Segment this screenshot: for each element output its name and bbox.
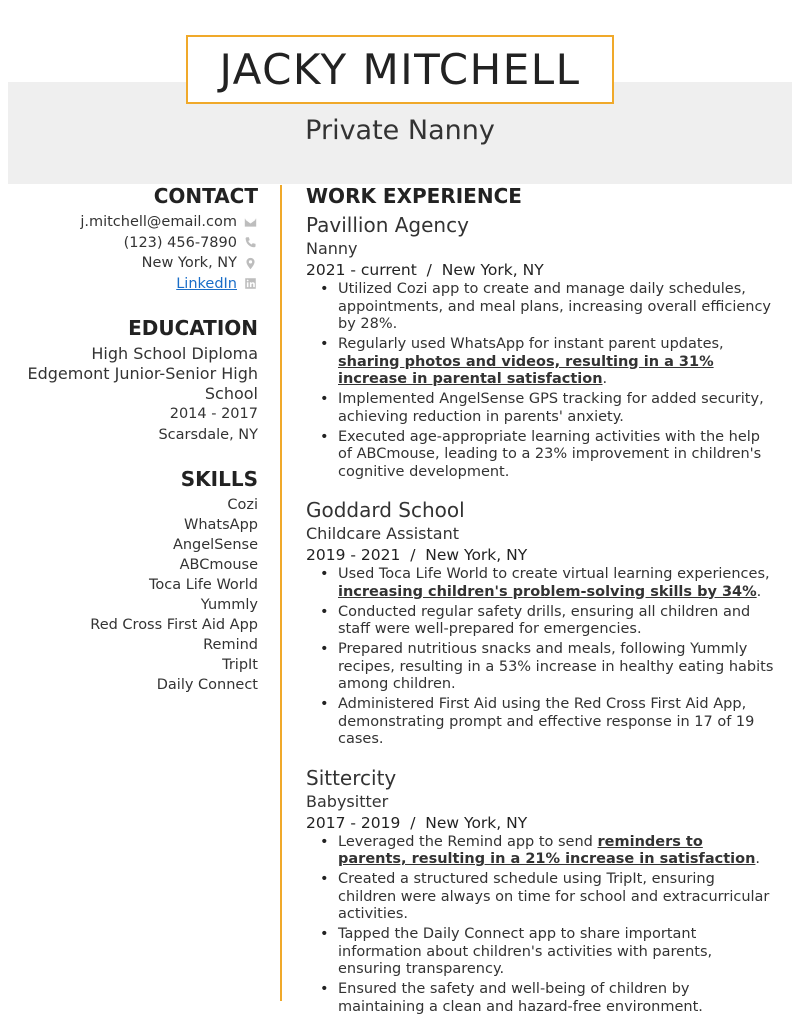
job-entry	[306, 212, 776, 481]
job-location: New York, NY	[425, 546, 528, 564]
left-column	[20, 184, 258, 695]
meta-separator: /	[426, 261, 432, 279]
achievement-item	[320, 336, 776, 389]
achievement-item	[320, 429, 776, 482]
skills-section	[20, 467, 258, 695]
skill-item: Daily Connect	[156, 677, 258, 693]
achievement-item	[320, 391, 776, 426]
achievement-highlight: sharing photos and videos, resulting in a 31% increase in parental satisfaction	[338, 353, 714, 387]
work-experience-heading: WORK EXPERIENCE	[306, 184, 522, 208]
candidate-name: JACKY MITCHELL	[219, 45, 581, 94]
contact-location	[20, 253, 258, 274]
achievement-text: Implemented AngelSense GPS tracking for added security, achieving reduction in parents' anxiety.	[338, 391, 764, 425]
email-text[interactable]: j.mitchell@email.com	[80, 214, 237, 230]
skill-item: Yummly	[200, 597, 258, 613]
job-location: New York, NY	[441, 261, 544, 279]
contact-section	[20, 184, 258, 294]
achievement-item	[320, 604, 776, 639]
envelope-icon	[243, 215, 258, 230]
achievement-item	[320, 281, 776, 334]
skill-item: Toca Life World	[148, 577, 258, 593]
job-entry	[306, 497, 776, 749]
achievement-item	[320, 926, 776, 979]
skill-item: AngelSense	[172, 537, 258, 553]
achievement-text: Ensured the safety and well-being of children by maintaining a clean and hazard-free environment.	[338, 981, 703, 1015]
achievement-highlight: increasing children's problem-solving skills by 34%	[338, 583, 757, 600]
job-dates: 2019 - 2021	[306, 546, 401, 564]
degree: High School Diploma	[91, 344, 258, 363]
achievement-text-end: .	[756, 583, 762, 600]
education-location: Scarsdale, NY	[158, 426, 258, 443]
company-name: Goddard School	[306, 498, 465, 522]
achievement-list	[320, 281, 776, 481]
skill-item: Red Cross First Aid App	[90, 617, 258, 633]
achievement-item	[320, 696, 776, 749]
meta-separator: /	[410, 546, 416, 564]
achievement-text-end: .	[755, 851, 761, 867]
contact-heading: CONTACT	[153, 184, 258, 208]
job-role: Babysitter	[306, 791, 389, 811]
job-dates: 2021 - current	[306, 261, 417, 279]
phone-text[interactable]: (123) 456-7890	[123, 234, 237, 251]
company-name: Sittercity	[306, 765, 397, 790]
contact-linkedin[interactable]	[20, 274, 258, 295]
right-column	[306, 184, 776, 1032]
school-name-line1: Edgemont Junior-Senior High	[27, 364, 258, 383]
job-role: Childcare Assistant	[306, 524, 460, 543]
achievement-text: Created a structured schedule using TripIt, ensuring children were always on time for school and extracurricular activities.	[338, 871, 770, 922]
education-years: 2014 - 2017	[169, 406, 258, 422]
map-pin-icon	[243, 256, 258, 271]
job-title: Private Nanny	[305, 115, 495, 146]
achievement-item	[320, 641, 776, 694]
school-name-line2: School	[204, 384, 258, 403]
linkedin-link[interactable]: LinkedIn	[176, 275, 237, 292]
achievement-text: Used Toca Life World to create virtual learning experiences,	[338, 566, 770, 582]
achievement-text: Executed age-appropriate learning activities with the help of ABCmouse, leading to a 23% improvement in children's cognitive development.	[338, 428, 762, 480]
achievement-item	[320, 834, 776, 869]
achievement-text: Leveraged the Remind app to send	[338, 833, 598, 850]
job-meta	[306, 812, 776, 834]
achievement-item	[320, 981, 776, 1016]
jobs-list	[306, 212, 776, 1016]
skills-list	[20, 495, 258, 695]
skill-item: ABCmouse	[179, 557, 258, 573]
contact-email[interactable]	[20, 212, 258, 233]
achievement-text: Utilized Cozi app to create and manage daily schedules, appointments, and meal plans, increasing overall efficiency by 28%.	[338, 281, 772, 332]
achievement-item	[320, 566, 776, 601]
achievement-text: Administered First Aid using the Red Cross First Aid App, demonstrating prompt and effective response in 17 of 19 cases.	[338, 696, 755, 747]
education-section	[20, 316, 258, 445]
job-entry	[306, 765, 776, 1017]
job-role: Nanny	[306, 239, 358, 258]
column-divider	[280, 185, 282, 1001]
achievement-text: Conducted regular safety drills, ensuring all children and staff were well-prepared for emergencies.	[338, 603, 751, 637]
phone-icon	[243, 235, 258, 250]
education-heading: EDUCATION	[128, 316, 258, 340]
job-dates: 2017 - 2019	[306, 813, 401, 832]
job-location: New York, NY	[425, 813, 528, 832]
job-meta	[306, 259, 776, 281]
achievement-highlight: reminders to parents, resulting in a 21% increase in satisfaction	[338, 833, 756, 867]
linkedin-icon	[243, 276, 258, 291]
skill-item: Remind	[203, 637, 258, 653]
contact-phone[interactable]	[20, 233, 258, 254]
achievement-text: Regularly used WhatsApp for instant parent updates,	[338, 336, 724, 352]
skill-item: TripIt	[222, 657, 258, 673]
achievement-text-end: .	[602, 371, 608, 387]
skill-item: Cozi	[227, 497, 258, 513]
achievement-text: Prepared nutritious snacks and meals, following Yummly recipes, resulting in a 53% increase in healthy eating habits among children.	[338, 641, 774, 692]
company-name: Pavillion Agency	[306, 213, 469, 237]
skills-heading: SKILLS	[180, 467, 258, 491]
meta-separator: /	[410, 813, 416, 832]
location-text: New York, NY	[141, 255, 237, 271]
skill-item: WhatsApp	[184, 517, 258, 533]
achievement-list	[320, 566, 776, 749]
achievement-text: Tapped the Daily Connect app to share important information about children's activities with parents, ensuring transparency.	[338, 926, 713, 977]
name-box	[186, 35, 614, 104]
achievement-item	[320, 871, 776, 924]
achievement-list	[320, 834, 776, 1017]
job-meta	[306, 544, 776, 566]
